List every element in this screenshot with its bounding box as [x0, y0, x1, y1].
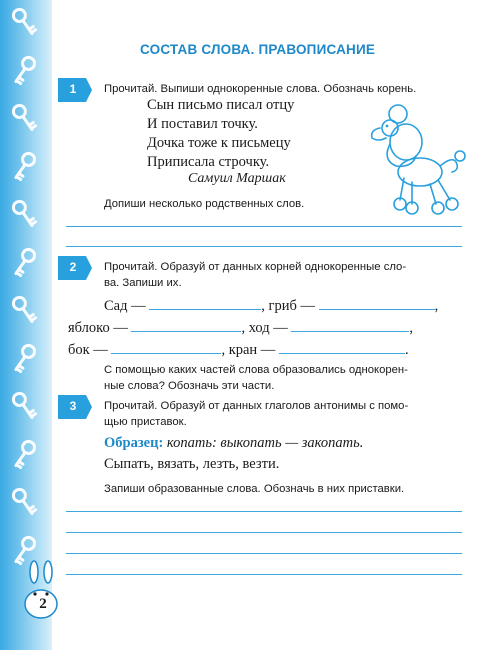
- answer-line[interactable]: [66, 246, 462, 247]
- instruction-line: Прочитай. Образуй от данных корней однокоренные сло-: [104, 261, 407, 273]
- task-3-badge: [58, 395, 94, 419]
- answer-blank[interactable]: [131, 319, 241, 332]
- task-3-verbs: Сыпать, вязать, лезть, везти.: [104, 456, 280, 472]
- task-2-question: [104, 362, 408, 394]
- task-2-number: 2: [69, 260, 77, 274]
- poem-line: Приписала строчку.: [147, 154, 270, 170]
- example-text: копать: выкопать — закопать.: [166, 435, 364, 451]
- poem-line: Сын письмо писал отцу: [147, 97, 295, 113]
- question-line: ные слова? Обозначь эти части.: [104, 380, 275, 392]
- poodle-illustration: [360, 100, 470, 220]
- answer-blank[interactable]: [291, 319, 409, 332]
- root-word: , кран —: [221, 342, 276, 358]
- task-2-row-2: [68, 319, 413, 336]
- answer-blank[interactable]: [279, 341, 405, 354]
- task-1-extra: Допиши несколько родственных слов.: [104, 198, 305, 210]
- punctuation: ,: [434, 298, 439, 314]
- task-3-example: [104, 435, 363, 451]
- question-line: С помощью каких частей слова образовались однокорен-: [104, 364, 408, 376]
- page-title: СОСТАВ СЛОВА. ПРАВОПИСАНИЕ: [140, 42, 376, 57]
- answer-blank[interactable]: [111, 341, 221, 354]
- answer-blank[interactable]: [319, 297, 435, 310]
- root-word: , ход —: [241, 320, 288, 336]
- task-1-badge: [58, 78, 94, 102]
- task-2-row-3: [68, 341, 409, 358]
- task-3-extra: Запиши образованные слова. Обозначь в них приставки.: [104, 483, 405, 495]
- keys-pattern: [0, 0, 52, 650]
- root-word: , гриб —: [261, 298, 315, 314]
- poem: [147, 96, 294, 172]
- instruction-line: ва. Запиши их.: [104, 277, 182, 289]
- poem-author: Самуил Маршак: [188, 171, 286, 186]
- instruction-line: щью приставок.: [104, 416, 187, 428]
- task-2-instruction: [104, 259, 406, 291]
- task-1-number: 1: [69, 82, 77, 96]
- poem-line: Дочка тоже к письмецу: [147, 135, 291, 151]
- task-2-row-1: [104, 297, 438, 314]
- poem-line: И поставил точку.: [147, 116, 258, 132]
- root-word: яблоко —: [68, 320, 128, 336]
- decorative-border: [0, 0, 52, 650]
- page-number: 2: [39, 596, 47, 612]
- answer-line[interactable]: [66, 574, 462, 575]
- task-3-instruction: [104, 398, 408, 430]
- punctuation: ,: [409, 320, 414, 336]
- instruction-line: Прочитай. Образуй от данных глаголов антонимы с помо-: [104, 400, 409, 412]
- answer-line[interactable]: [66, 226, 462, 227]
- answer-blank[interactable]: [149, 297, 261, 310]
- punctuation: .: [404, 342, 409, 358]
- answer-line[interactable]: [66, 511, 462, 512]
- task-3-number: 3: [69, 399, 77, 413]
- task-1-instruction: Прочитай. Выпиши однокоренные слова. Обозначь корень.: [104, 83, 417, 95]
- answer-line[interactable]: [66, 532, 462, 533]
- task-2-badge: [58, 256, 94, 280]
- answer-line[interactable]: [66, 553, 462, 554]
- root-word: бок —: [68, 342, 108, 358]
- example-label: Образец:: [104, 435, 164, 451]
- root-word: Сад —: [104, 298, 146, 314]
